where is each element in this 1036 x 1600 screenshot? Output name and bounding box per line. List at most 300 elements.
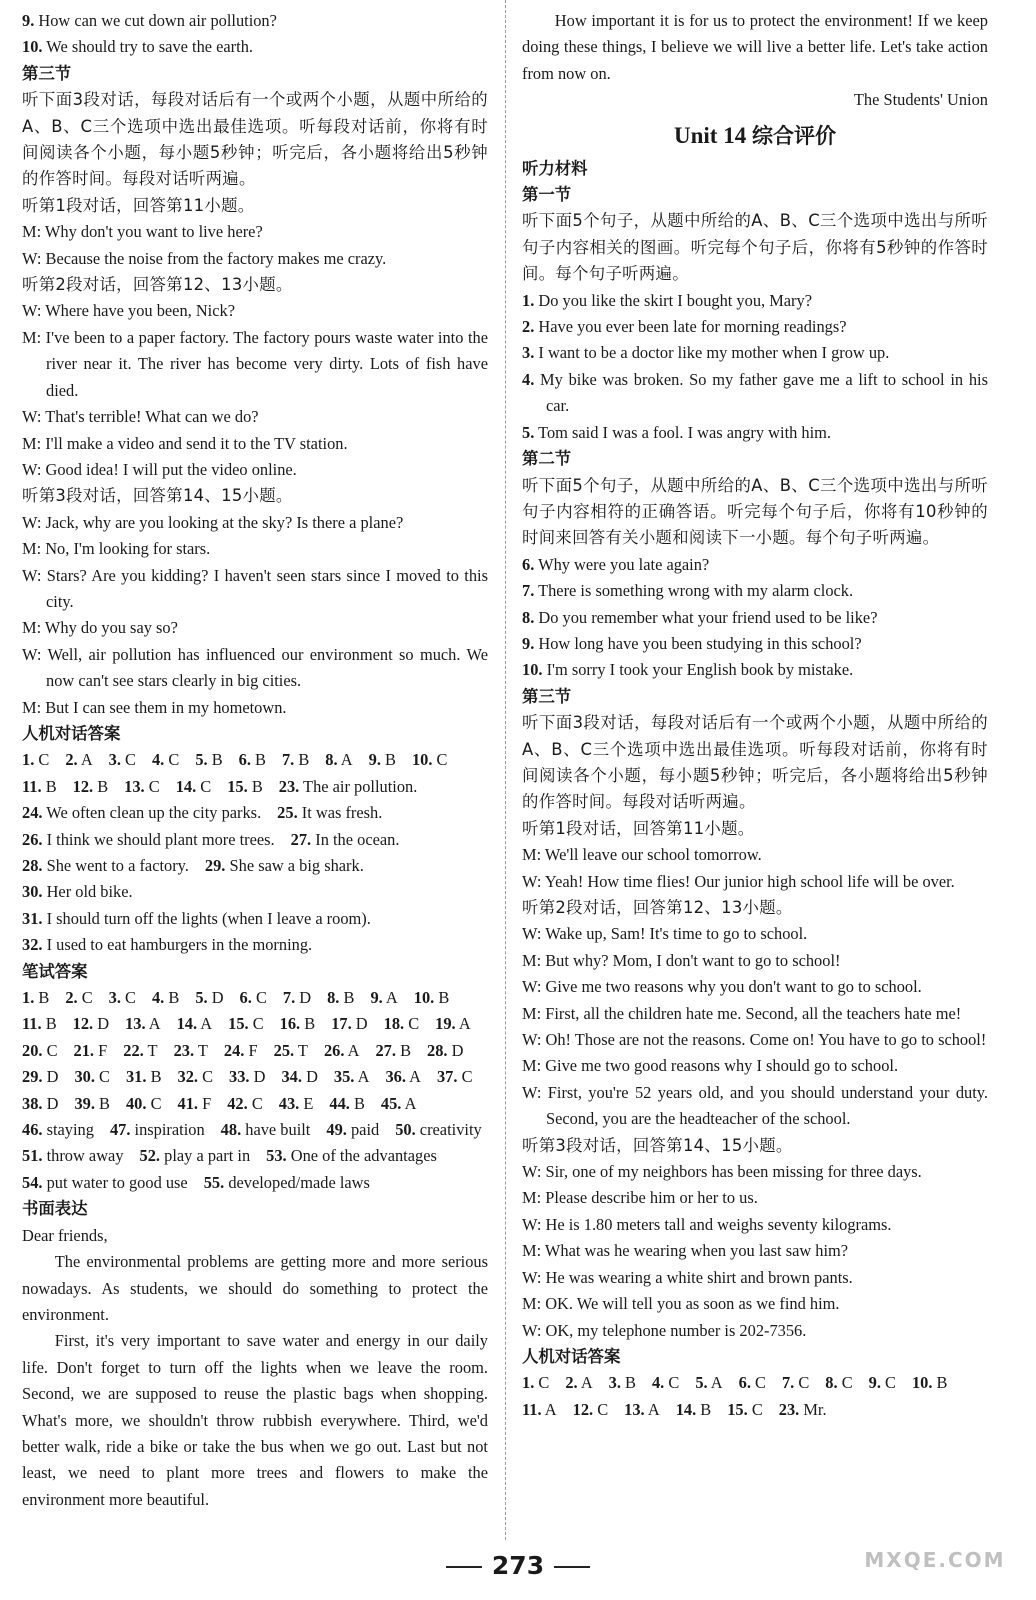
answer-item: [239, 747, 266, 773]
answer-number: 9.: [368, 750, 381, 770]
answer-item: [279, 1091, 314, 1117]
answer-item: [385, 1064, 421, 1090]
answer-item: [140, 1143, 251, 1169]
item-number: 10.: [22, 37, 43, 57]
item-text: Do you like the skirt I bought you, Mary?: [534, 290, 812, 310]
answer-item: [227, 774, 263, 800]
numbered-item: [522, 288, 988, 314]
dialogue-line: W: Give me two reasons why you don't want to go to school.: [522, 977, 922, 997]
answer-value: C: [164, 750, 180, 770]
numbered-item: [522, 578, 988, 604]
unit-title-en: Unit 14: [674, 122, 747, 148]
answer-item: [282, 747, 309, 773]
answer-value: T: [194, 1040, 208, 1060]
dialogue-line: W: Stars? Are you kidding? I haven't seen stars since I moved to this city.: [22, 565, 488, 611]
dialogue-line: M: Why don't you want to live here?: [22, 222, 263, 242]
item-number: 6.: [522, 554, 535, 574]
answer-item: [291, 827, 400, 853]
numbered-item: [522, 605, 988, 631]
answer-value: F: [244, 1040, 258, 1060]
answer-value: put water to good use: [42, 1172, 188, 1192]
left-oral-heading: 人机对话答案: [22, 723, 121, 743]
answer-value: have built: [241, 1120, 311, 1140]
answer-number: 26.: [323, 1040, 345, 1060]
answer-value: B: [696, 1399, 712, 1419]
answer-number: 14.: [675, 1399, 697, 1419]
answer-value: C: [247, 1093, 263, 1113]
answer-item: [369, 747, 396, 773]
answer-item: [22, 1091, 58, 1117]
answer-value: F: [94, 1040, 108, 1060]
dialogue-line: M: But why? Mom, I don't want to go to school!: [522, 950, 841, 970]
answer-number: 18.: [383, 1014, 405, 1034]
answer-number: 4.: [151, 750, 165, 770]
dialogue-line: W: Because the noise from the factory makes me crazy.: [22, 248, 387, 268]
answer-item: [125, 1011, 161, 1037]
answer-number: 19.: [435, 1014, 456, 1034]
answer-item: [240, 985, 267, 1011]
answer-value: B: [339, 988, 355, 1008]
answer-number: 27.: [290, 829, 312, 849]
answer-number: 32.: [22, 935, 43, 955]
answer-number: 1.: [22, 750, 35, 770]
right-sec2-heading: 第二节: [522, 449, 572, 469]
answer-value: D: [207, 988, 224, 1008]
answer-item: [375, 1038, 411, 1064]
dialogue-line: M: Why do you say so?: [22, 618, 178, 638]
unit-title: [522, 118, 988, 154]
item-text: I'm sorry I took your English book by mistake.: [542, 660, 854, 680]
answer-item: [281, 1064, 317, 1090]
answer-number: 6.: [738, 1373, 751, 1393]
answer-value: C: [34, 750, 50, 770]
right-column: [522, 8, 988, 1423]
answer-value: B: [294, 750, 310, 770]
answer-item: [395, 1117, 482, 1143]
answer-item: [205, 853, 364, 879]
answer-item: [324, 1038, 360, 1064]
answer-item: [274, 1038, 308, 1064]
answer-value: B: [300, 1014, 316, 1034]
answer-number: 48.: [220, 1120, 242, 1140]
numbered-item: [522, 631, 988, 657]
answer-value: Mr.: [799, 1399, 827, 1419]
answer-number: 10.: [413, 988, 435, 1008]
dialogue-line: W: Wake up, Sam! It's time to go to school.: [522, 924, 808, 944]
answer-number: 54.: [22, 1172, 43, 1192]
answer-value: C: [198, 1067, 214, 1087]
answer-value: One of the advantages: [286, 1146, 437, 1166]
answer-item: [73, 774, 109, 800]
answer-item: [22, 827, 275, 853]
right-conv3-heading: 听第3段对话，回答第14、15小题。: [522, 1135, 793, 1155]
answer-value: play a part in: [160, 1146, 251, 1166]
answer-item: [779, 1397, 827, 1423]
dialogue-line: W: Where have you been, Nick?: [22, 301, 235, 321]
right-conv2-heading: 听第2段对话，回答第12、13小题。: [522, 898, 793, 917]
right-sec1-instructions: 听下面5个句子，从题中所给的A、B、C三个选项中选出与所听句子内容相关的图画。听完每个句子后，你将有5秒钟的作答时间。每个句子听两遍。: [522, 211, 988, 284]
dialogue-line: W: He is 1.80 meters tall and weighs seventy kilograms.: [522, 1214, 892, 1234]
answer-value: The air pollution.: [299, 776, 418, 796]
answer-item: [435, 1011, 471, 1037]
item-text: Why were you late again?: [534, 554, 710, 574]
answer-item: [123, 1038, 157, 1064]
answer-value: B: [207, 750, 223, 770]
answer-number: 13.: [624, 1399, 645, 1419]
answer-value: A: [337, 750, 353, 770]
answer-value: T: [294, 1040, 308, 1060]
column-divider: [505, 0, 506, 1540]
answer-item: [74, 1091, 110, 1117]
answer-number: 28.: [427, 1040, 448, 1060]
item-text: Do you remember what your friend used to be like?: [534, 607, 878, 627]
answer-item: [22, 1011, 57, 1037]
answer-value: C: [77, 988, 93, 1008]
answer-item: [195, 985, 223, 1011]
answer-value: C: [120, 988, 136, 1008]
answer-value: It was fresh.: [297, 803, 383, 823]
answer-value: B: [434, 988, 450, 1008]
left-conv2: [22, 298, 488, 483]
right-conv3: [522, 1159, 988, 1344]
dialogue-line: M: OK. We will tell you as soon as we find him.: [522, 1294, 840, 1314]
answer-item: [176, 774, 212, 800]
answer-number: 45.: [380, 1093, 402, 1113]
answer-number: 52.: [139, 1146, 161, 1166]
answer-number: 31.: [22, 908, 43, 928]
answer-number: 5.: [195, 988, 208, 1008]
answer-item: [283, 985, 311, 1011]
answer-value: A: [455, 1014, 471, 1034]
answer-item: [22, 932, 312, 958]
item-number: 8.: [522, 607, 535, 627]
item-text: There is something wrong with my alarm clock.: [534, 581, 854, 601]
dialogue-line: M: I've been to a paper factory. The factory pours waste water into the river near it. The river has become very dirty. Lots of fish have died.: [22, 327, 488, 400]
item-text: We should try to save the earth.: [42, 37, 253, 57]
answer-item: [869, 1370, 896, 1396]
answer-number: 55.: [203, 1172, 225, 1192]
answer-number: 12.: [572, 1399, 594, 1419]
answer-item: [224, 1038, 258, 1064]
answer-number: 40.: [125, 1093, 147, 1113]
answer-number: 33.: [229, 1067, 250, 1087]
answer-item: [22, 1038, 58, 1064]
left-sec3-instructions: 听下面3段对话，每段对话后有一个或两个小题，从题中所给的A、B、C三个选项中选出最佳选项。听每段对话前，你将有时间阅读各个小题，每小题5秒钟；听完后，各小题将给出5秒钟的作答时间。每段对话听两遍。: [22, 90, 488, 189]
answer-item: [65, 747, 92, 773]
answer-item: [727, 1397, 763, 1423]
answer-number: 12.: [72, 1014, 94, 1034]
answer-number: 24.: [22, 803, 43, 823]
answer-item: [124, 774, 160, 800]
item-number: 5.: [522, 422, 535, 442]
answer-item: [279, 774, 418, 800]
dialogue-line: W: Good idea! I will put the video online.: [22, 459, 297, 479]
answer-item: [195, 747, 222, 773]
answer-item: [326, 1117, 379, 1143]
answer-number: 34.: [281, 1067, 302, 1087]
dialogue-line: M: What was he wearing when you last saw him?: [522, 1241, 849, 1261]
answer-item: [22, 1117, 94, 1143]
answer-number: 5.: [195, 750, 208, 770]
answer-number: 35.: [333, 1067, 355, 1087]
answer-number: 49.: [326, 1120, 347, 1140]
left-conv1-heading: 听第1段对话，回答第11小题。: [22, 195, 255, 215]
answer-item: [110, 1117, 205, 1143]
answer-value: F: [198, 1093, 212, 1113]
answer-item: [739, 1370, 766, 1396]
numbered-item: [522, 420, 988, 446]
unit-title-cn: 综合评价: [751, 123, 836, 148]
answer-item: [22, 1143, 124, 1169]
answer-value: C: [251, 988, 267, 1008]
answer-item: [221, 1117, 311, 1143]
answer-value: A: [644, 1399, 660, 1419]
answer-item: [73, 1011, 109, 1037]
answer-item: [22, 906, 371, 932]
item-text: How long have you been studying in this school?: [534, 633, 862, 653]
answer-number: 6.: [238, 750, 251, 770]
answer-number: 43.: [278, 1093, 300, 1113]
answer-value: E: [299, 1093, 314, 1113]
answer-number: 10.: [411, 750, 433, 770]
answer-number: 7.: [281, 750, 295, 770]
right-sec1-heading: 第一节: [522, 185, 572, 205]
essay-greeting: Dear friends,: [22, 1225, 108, 1245]
answer-number: 23.: [278, 776, 300, 796]
answer-number: 50.: [395, 1120, 416, 1140]
item-text: Tom said I was a fool. I was angry with him.: [534, 422, 832, 442]
dialogue-line: M: We'll leave our school tomorrow.: [522, 845, 762, 865]
answer-number: 29.: [204, 856, 226, 875]
answer-number: 4.: [151, 988, 165, 1008]
item-text: Have you ever been late for morning readings?: [534, 317, 847, 337]
answer-value: inspiration: [130, 1120, 205, 1140]
answer-item: [22, 774, 57, 800]
answer-item: [178, 1064, 214, 1090]
answer-value: A: [401, 1093, 417, 1113]
answer-value: A: [354, 1067, 370, 1087]
answer-number: 8.: [325, 750, 338, 770]
answer-item: [280, 1011, 316, 1037]
answer-item: [327, 985, 354, 1011]
answer-item: [782, 1370, 809, 1396]
answer-number: 47.: [109, 1120, 131, 1140]
essay-paragraph: The environmental problems are getting more and more serious nowadays. As students, we should do something to protect the environment.: [22, 1252, 488, 1324]
dialogue-line: W: Jack, why are you looking at the sky? Is there a plane?: [22, 512, 404, 532]
answer-item: [109, 985, 136, 1011]
answer-value: A: [197, 1014, 213, 1034]
answer-number: 41.: [177, 1093, 198, 1113]
answer-value: B: [247, 776, 263, 796]
left-written-answers: [22, 985, 488, 1196]
answer-value: A: [577, 1373, 593, 1393]
answer-number: 32.: [177, 1067, 198, 1087]
right-sec3-heading: 第三节: [522, 686, 572, 706]
item-number: 7.: [522, 581, 535, 601]
answer-number: 39.: [74, 1093, 95, 1113]
answer-value: C: [750, 1373, 766, 1393]
answer-number: 4.: [651, 1373, 665, 1393]
numbered-item: [22, 8, 488, 34]
answer-item: [204, 1170, 370, 1196]
answer-item: [266, 1143, 437, 1169]
answer-number: 30.: [74, 1067, 95, 1087]
answer-item: [329, 1091, 365, 1117]
answer-item: [609, 1370, 636, 1396]
answer-number: 53.: [266, 1146, 287, 1166]
answer-value: B: [164, 988, 180, 1008]
answer-value: I used to eat hamburgers in the morning.: [42, 935, 313, 955]
answer-number: 44.: [329, 1093, 350, 1113]
answer-number: 51.: [22, 1146, 43, 1166]
dialogue-line: W: Oh! Those are not the reasons. Come on! You have to go to school!: [522, 1030, 987, 1050]
dialogue-line: W: That's terrible! What can we do?: [22, 407, 259, 427]
dialogue-line: M: Please describe him or her to us.: [522, 1188, 758, 1208]
answer-item: [178, 1091, 212, 1117]
answer-value: Her old bike.: [42, 882, 133, 902]
answer-item: [177, 1011, 213, 1037]
answer-item: [22, 800, 261, 826]
answer-value: A: [77, 750, 93, 770]
answer-value: She saw a big shark.: [225, 856, 364, 875]
answer-value: B: [94, 1093, 110, 1113]
answer-value: C: [794, 1373, 810, 1393]
answer-item: [825, 1370, 852, 1396]
answer-value: D: [447, 1040, 464, 1060]
answer-item: [109, 747, 136, 773]
answer-number: 2.: [65, 988, 78, 1008]
answer-value: C: [94, 1067, 110, 1087]
answer-item: [22, 747, 49, 773]
right-sec1-items: [522, 288, 988, 446]
answer-item: [126, 1091, 162, 1117]
item-number: 3.: [522, 343, 535, 363]
answer-value: In the ocean.: [311, 829, 400, 849]
answer-value: creativity: [415, 1120, 482, 1140]
answer-number: 12.: [72, 776, 94, 796]
answer-item: [126, 1064, 162, 1090]
answer-number: 38.: [22, 1093, 43, 1113]
answer-number: 25.: [273, 1040, 295, 1060]
answer-value: B: [349, 1093, 365, 1113]
answer-number: 42.: [227, 1093, 248, 1113]
answer-item: [325, 747, 352, 773]
answer-value: D: [301, 1067, 318, 1087]
answer-item: [695, 1370, 722, 1396]
answer-number: 6.: [239, 988, 252, 1008]
answer-value: B: [620, 1373, 636, 1393]
answer-value: C: [146, 1093, 162, 1113]
item-number: 4.: [522, 369, 535, 389]
answer-item: [152, 747, 179, 773]
answer-number: 46.: [22, 1120, 43, 1140]
answer-item: [334, 1064, 370, 1090]
answer-number: 26.: [22, 829, 43, 849]
answer-value: C: [593, 1399, 609, 1419]
item-number: 2.: [522, 317, 535, 337]
answer-number: 24.: [223, 1040, 245, 1060]
left-sec3-heading: 第三节: [22, 63, 72, 83]
answer-value: C: [432, 750, 448, 770]
answer-item: [277, 800, 382, 826]
watermark-logo: MXQE.COM: [864, 1548, 1006, 1572]
answer-value: A: [382, 988, 398, 1008]
answer-value: A: [405, 1067, 421, 1087]
item-number: 10.: [522, 660, 543, 680]
dialogue-line: M: I'll make a video and send it to the TV station.: [22, 433, 348, 453]
essay-signature: The Students' Union: [853, 90, 988, 110]
answer-item: [22, 985, 49, 1011]
answer-item: [65, 985, 92, 1011]
dialogue-line: M: Give me two good reasons why I should go to school.: [522, 1056, 899, 1076]
dialogue-line: W: Sir, one of my neighbors has been missing for three days.: [522, 1162, 922, 1182]
dialogue-line: M: First, all the children hate me. Second, all the teachers hate me!: [522, 1003, 962, 1023]
answer-value: B: [146, 1067, 162, 1087]
answer-item: [228, 1011, 264, 1037]
answer-number: 9.: [868, 1373, 881, 1393]
answer-number: 8.: [825, 1373, 838, 1393]
answer-number: 15.: [228, 1014, 249, 1034]
answer-item: [227, 1091, 263, 1117]
materials-heading: 听力材料: [522, 158, 588, 178]
answer-number: 17.: [331, 1014, 352, 1034]
right-sec2-instructions: 听下面5个句子，从题中所给的A、B、C三个选项中选出与所听句子内容相符的正确答语。听完每个句子后，你将有10秒钟的时间来回答有关小题和阅读下一小题。每个句子听两遍。: [522, 475, 988, 548]
answer-value: D: [249, 1067, 266, 1087]
essay-closing: How important it is for us to protect the environment! If we keep doing these things, I believe we will live a better life. Let's take action from now on.: [522, 11, 988, 83]
answer-item: [437, 1064, 473, 1090]
answer-value: T: [143, 1040, 158, 1060]
answer-item: [573, 1397, 609, 1423]
answer-value: D: [351, 1014, 368, 1034]
answer-number: 1.: [22, 988, 35, 1008]
answer-value: C: [120, 750, 136, 770]
answer-number: 2.: [65, 750, 78, 770]
answer-number: 3.: [108, 988, 121, 1008]
answer-number: 27.: [375, 1040, 396, 1060]
answer-number: 14.: [176, 1014, 198, 1034]
answer-number: 13.: [125, 1014, 146, 1034]
answer-value: B: [380, 750, 396, 770]
answer-number: 3.: [108, 750, 121, 770]
answer-item: [565, 1370, 592, 1396]
numbered-item: [522, 340, 988, 366]
answer-value: A: [145, 1014, 161, 1034]
answer-item: [912, 1370, 948, 1396]
answer-number: 15.: [727, 1399, 748, 1419]
answer-value: C: [404, 1014, 420, 1034]
left-column: [22, 8, 488, 1513]
answer-value: B: [41, 776, 57, 796]
answer-item: [522, 1397, 557, 1423]
answer-value: D: [295, 988, 312, 1008]
answer-value: developed/made laws: [224, 1172, 370, 1192]
answer-value: We often clean up the city parks.: [42, 803, 262, 823]
right-oral-answers: [522, 1370, 988, 1423]
answer-number: 9.: [370, 988, 383, 1008]
right-conv1: [522, 842, 988, 895]
answer-number: 23.: [173, 1040, 195, 1060]
left-conv1: [22, 219, 488, 272]
answer-number: 37.: [436, 1067, 458, 1087]
answer-value: I think we should plant more trees.: [42, 829, 275, 849]
answer-number: 13.: [124, 776, 145, 796]
answer-value: C: [144, 776, 160, 796]
right-oral-heading: 人机对话答案: [522, 1346, 621, 1366]
answer-number: 2.: [565, 1373, 578, 1393]
dialogue-line: W: Well, air pollution has influenced our environment so much. We now can't see stars clearly in big cities.: [22, 644, 488, 691]
answer-number: 36.: [385, 1067, 406, 1087]
right-sec3-instructions: 听下面3段对话，每段对话后有一个或两个小题，从题中所给的A、B、C三个选项中选出最佳选项。听每段对话前，你将有时间阅读各个小题，每小题5秒钟；听完后，各小题将给出5秒钟的作答时间。每段对话听两遍。: [522, 713, 988, 812]
